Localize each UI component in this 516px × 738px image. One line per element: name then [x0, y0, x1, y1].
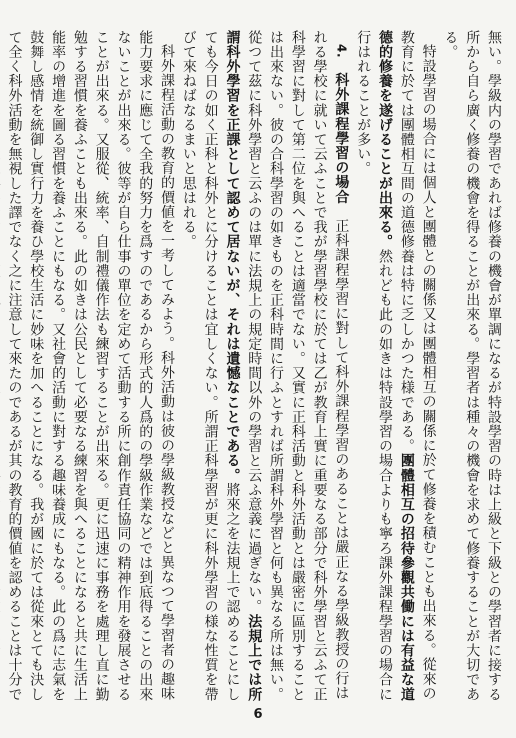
paragraph	[439, 30, 504, 710]
body-text: 科外課程活動の教育的價値を一考してみよう。科外活動は彼の學級教授などと異なつて學習者の趣味能力要求に應じて全我的努力を爲すのであるから形式的人爲的の學級作業などでは到底得ることの出來ないことが出來る。彼等が自ら仕事の單位を定めて活動する所に創作責任協同の精神作用を發展させることが出來る。又服從、統率、自制禮儀作法も練習することが出來る。更に迅速に事務を處理し直に勤勉する習慣を養ふことも出來る。此の如きは公民として必要なる練習を與へることになると共に生活上能率の增進を圖る習慣を養ふことにもなる。又社會的活動に對する趣味養成にもなる。此の爲に志氣を鼓舞し感情を統御し實行力を養ひ學校生活に妙味を加へることになる。我が國に於ては從來とても決して全く科外活動を無視した譯でなく之に注意して來たのであるが其の教育的價値を認めることは十分で	[6, 30, 176, 702]
emphasized-text: 科外課程學習の場合	[333, 58, 350, 205]
body-text: 特設學習の場合には個人と團體との關係又は團體相互の關係に於て修養を積むことも出來る。從來の教育に於ては團體相互間の道德修養は特に乏しかつた様である。	[398, 30, 437, 701]
emphasized-text: 團體相互の招待參觀共働には有益な道德的修養を遂げることが出來る。	[377, 30, 415, 702]
emphasized-text: 法規上では所謂科外學習を正課として認めて居ないが、それは遺憾なことである。	[224, 30, 263, 702]
body-text: 然れども此の如きは特設學習の場合よりも寧ろ課外課程學習の場合に行はれることが多い。	[355, 30, 394, 702]
body-text: 正科課程學習に對して科外課程學習のあることは嚴正なる學級教授の行はれる學校に就いて云ふことで我が學習學校に於ては乙が教育上實に重要なる部分で科外學習と云ふて正科學習に對して第二位を與へることは適當でない。又實に正科活動と科外活動とは嚴密に區別することは出來ない。彼の合科學習の如きものを正科時間に行ふとすれば所謂科外學習と何も異なる所は無い。從つて茲に科外學習と云ふのは單に法規上の規定時間以外の學習と云ふ意義に過ぎない。	[246, 30, 350, 702]
page-number: 6	[253, 707, 263, 722]
section-number: 4.	[334, 44, 349, 59]
paragraph	[0, 30, 177, 710]
paragraph	[177, 30, 351, 710]
vertical-text-body	[8, 30, 504, 710]
body-text: 無い。學級内の學習であれば修養の機會が單調になるが特設學習の時は上級と下級との學習者に接する所から自ら廣く修養の機會を得ることが出來る。學習者は種々の機會を求めて修養することが大切である。	[442, 30, 502, 702]
paragraph	[351, 30, 438, 710]
body-text: 將來之を法規上で認めることにしても今日の如く正科と科外とに分けることは宜しくない。所謂正科學習が更に科外學習の様な性質を帶びて來ねばなるまいと思はれる。	[180, 30, 241, 702]
